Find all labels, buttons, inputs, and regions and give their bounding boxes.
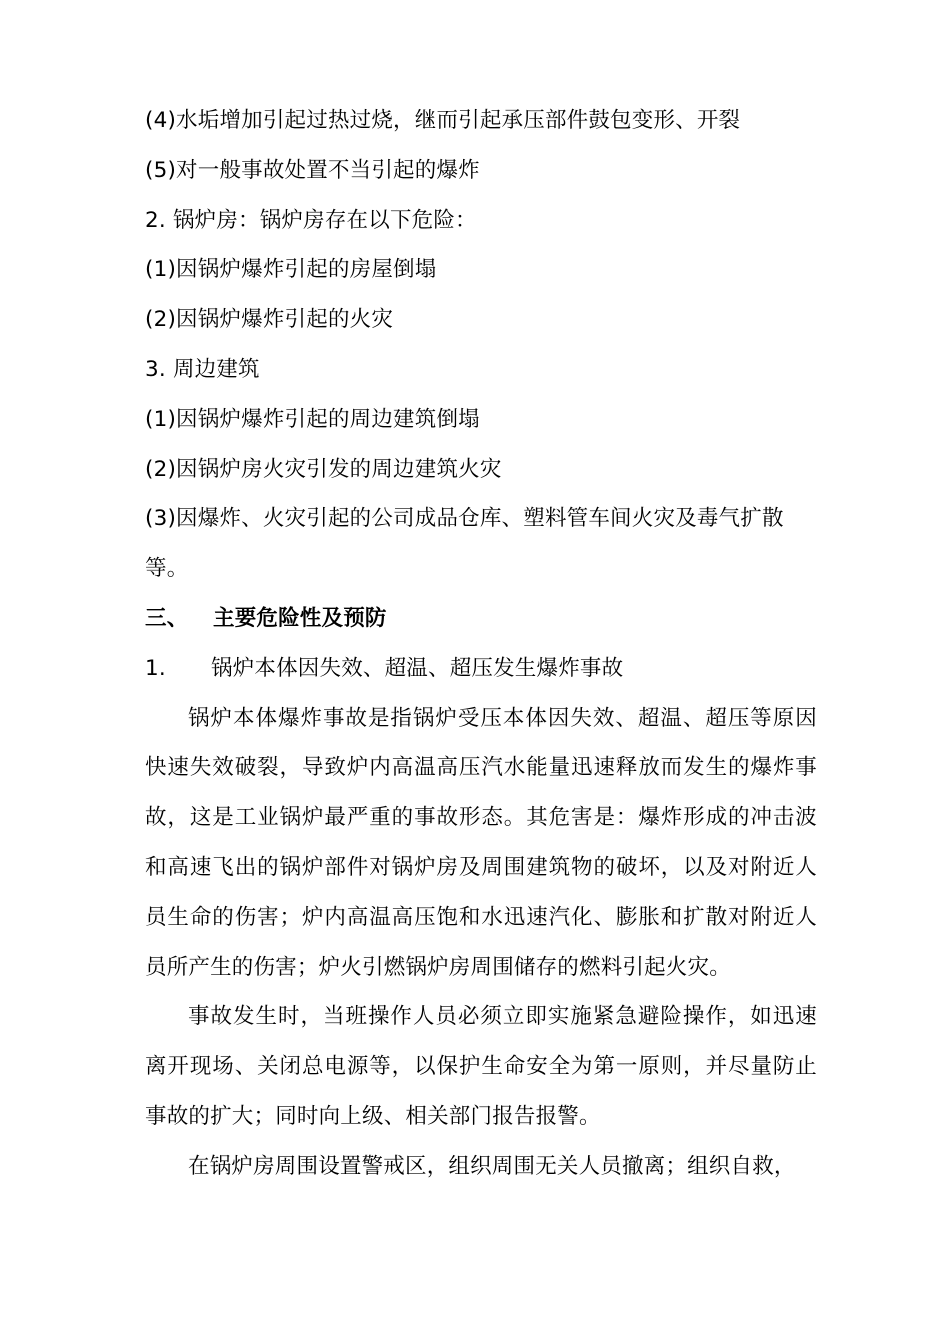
list-item: (1)因锅炉爆炸引起的周边建筑倒塌 [145, 406, 480, 432]
body-paragraph: 锅炉本体爆炸事故是指锅炉受压本体因失效、超温、超压等原因快速失效破裂，导致炉内高温高压汽水能量迅速释放而发生的爆炸事故，这是工业锅炉最严重的事故形态。其危害是：爆炸形成的冲击波和高速飞出的锅炉部件对锅炉房及周围建筑物的破坏，以及对附近人员生命的伤害；炉内高温高压饱和水迅速汽化、膨胀和扩散对附近人员所产生的伤害；炉火引燃锅炉房周围储存的燃料引起火灾。 [145, 705, 817, 980]
list-item: (5)对一般事故处置不当引起的爆炸 [145, 157, 480, 183]
list-item: (4)水垢增加引起过热过烧，继而引起承压部件鼓包变形、开裂 [145, 108, 741, 133]
section-heading [145, 594, 817, 644]
list-item: (2)因锅炉房火灾引发的周边建筑火灾 [145, 456, 502, 482]
body-paragraph: 在锅炉房周围设置警戒区，组织周围无关人员撤离；组织自救， [188, 1153, 796, 1179]
section-title: 主要危险性及预防 [213, 605, 387, 631]
document-page [145, 96, 817, 1192]
list-item: 2. 锅炉房：锅炉房存在以下危险： [145, 207, 477, 233]
section-number: 三、 [145, 605, 189, 631]
list-item: (2)因锅炉爆炸引起的火灾 [145, 307, 394, 333]
subsection-number: 1. [145, 655, 166, 681]
list-item: (1)因锅炉爆炸引起的房屋倒塌 [145, 257, 437, 283]
list-item: 等。 [145, 556, 189, 582]
subsection-heading [145, 644, 817, 694]
body-paragraph: 事故发生时，当班操作人员必须立即实施紧急避险操作，如迅速离开现场、关闭总电源等，以保护生命安全为第一原则，并尽量防止事故的扩大；同时向上级、相关部门报告报警。 [145, 1004, 817, 1129]
list-item: 3. 周边建筑 [145, 356, 260, 382]
subsection-title: 锅炉本体因失效、超温、超压发生爆炸事故 [211, 655, 624, 681]
list-item: (3)因爆炸、火灾引起的公司成品仓库、塑料管车间火灾及毒气扩散 [145, 506, 784, 532]
